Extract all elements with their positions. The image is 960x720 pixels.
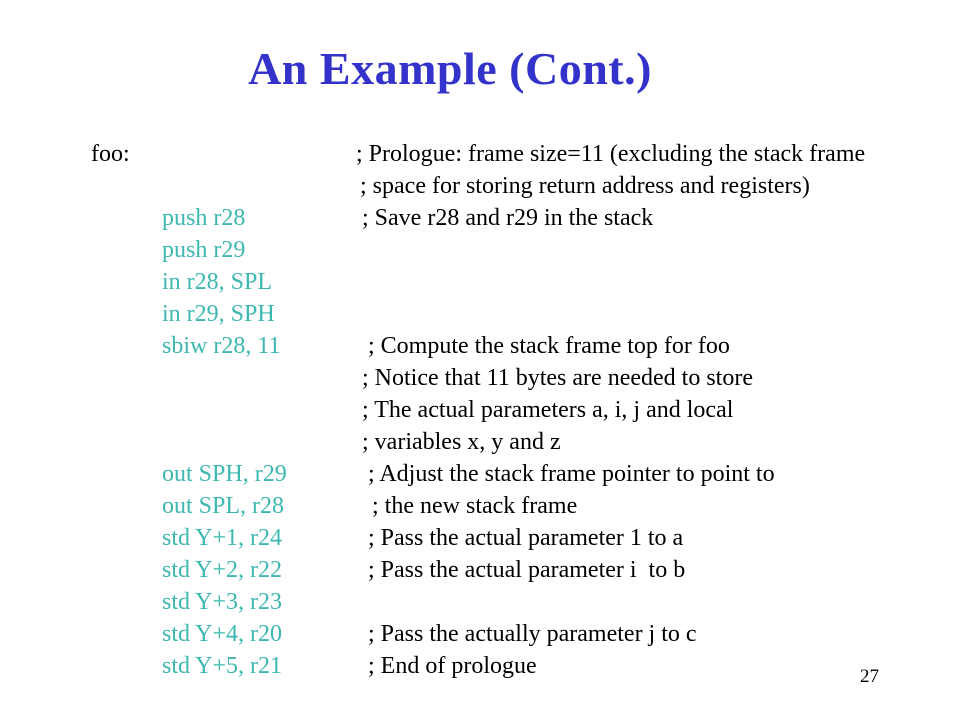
instruction-line: out SPL, r28 xyxy=(162,493,285,519)
comment-line: ; Compute the stack frame top for foo xyxy=(368,333,730,359)
comment-line: ; Pass the actual parameter i to b xyxy=(368,557,686,583)
instruction-line: in r28, SPL xyxy=(162,269,273,295)
comment-line: ; Adjust the stack frame pointer to point to xyxy=(368,461,775,487)
comment-line: ; Save r28 and r29 in the stack xyxy=(362,205,654,231)
instruction-line: std Y+1, r24 xyxy=(162,525,282,551)
page-number: 27 xyxy=(860,666,879,687)
comment-line: ; variables x, y and z xyxy=(362,429,561,455)
comment-line: ; space for storing return address and registers) xyxy=(360,173,810,199)
slide-title: An Example (Cont.) xyxy=(248,43,652,94)
instruction-line: std Y+2, r22 xyxy=(162,557,282,583)
instruction-line: std Y+4, r20 xyxy=(162,621,282,647)
instruction-line: std Y+3, r23 xyxy=(162,589,282,615)
instruction-line: in r29, SPH xyxy=(162,301,275,327)
comment-line: ; The actual parameters a, i, j and local xyxy=(362,397,734,423)
comment-line: ; End of prologue xyxy=(368,653,537,679)
comment-line: ; Notice that 11 bytes are needed to store xyxy=(362,365,753,391)
instruction-line: sbiw r28, 11 xyxy=(162,333,281,359)
instruction-line: std Y+5, r21 xyxy=(162,653,282,679)
comment-line: ; the new stack frame xyxy=(372,493,578,519)
comment-line: ; Pass the actually parameter j to c xyxy=(368,621,697,647)
function-label: foo: xyxy=(91,141,130,167)
instruction-line: push r29 xyxy=(162,237,246,263)
instruction-line: out SPH, r29 xyxy=(162,461,287,487)
instruction-line: push r28 xyxy=(162,205,246,231)
comment-line: ; Pass the actual parameter 1 to a xyxy=(368,525,684,551)
comment-line: ; Prologue: frame size=11 (excluding the stack frame xyxy=(356,141,866,167)
